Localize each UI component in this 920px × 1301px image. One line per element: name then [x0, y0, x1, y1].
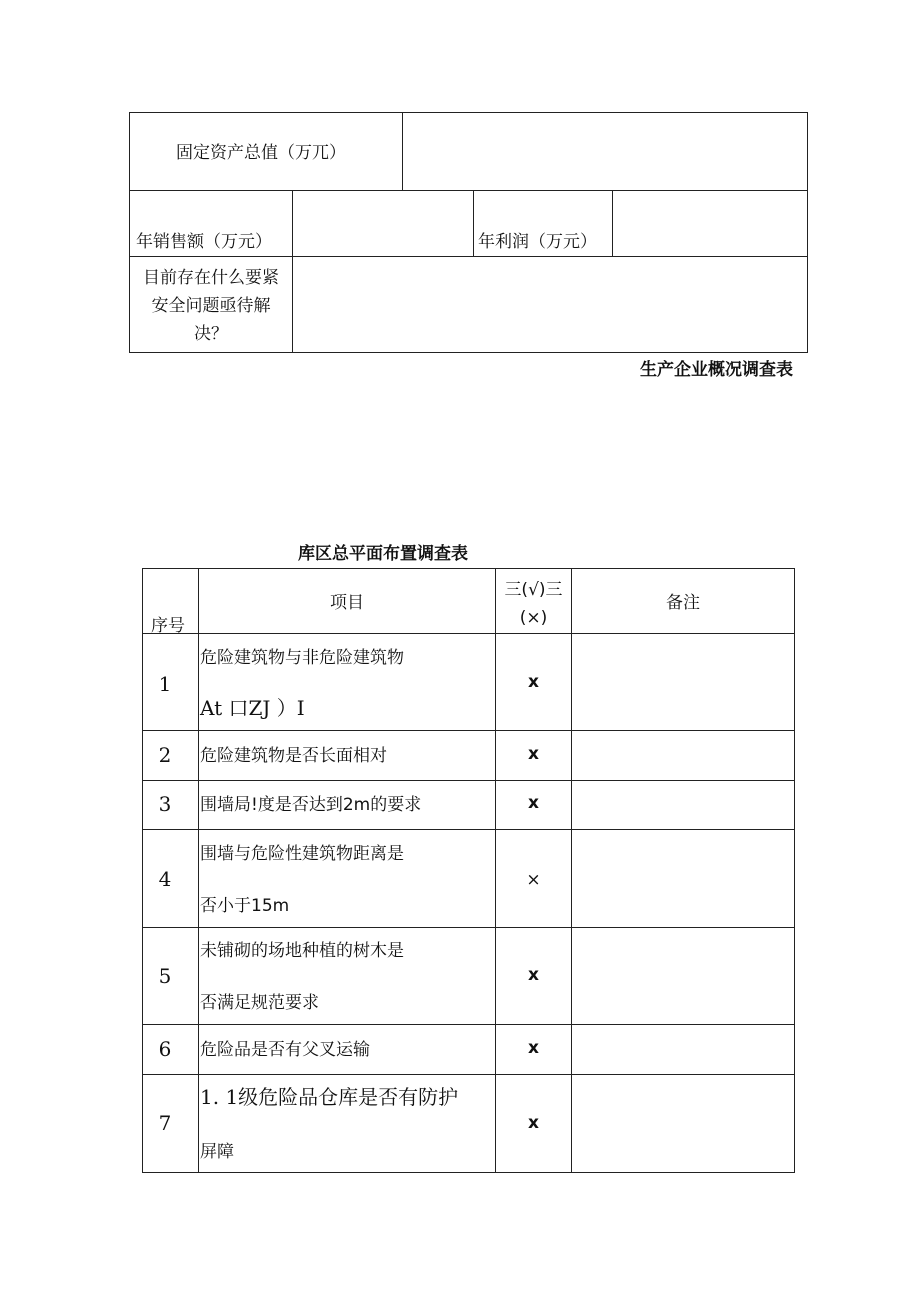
header-check-line1: 三(√)三	[504, 580, 563, 600]
row-5-item-line1: 未铺砌的场地种植的树木是	[200, 941, 404, 961]
row-1-item-line1: 危险建筑物与非危险建筑物	[200, 648, 404, 668]
row-3-no: 3	[158, 792, 172, 816]
header-no: 序号	[151, 616, 185, 636]
row-5-item-line2: 否满足规范要求	[200, 993, 319, 1013]
row-4-no: 4	[158, 867, 172, 891]
annual-profit-label: 年利润（万元）	[478, 232, 597, 252]
row-1-check: x	[528, 672, 539, 692]
survey-caption: 生产企业概况调查表	[640, 360, 793, 380]
header-check-line2: (×)	[519, 608, 548, 628]
row-2-item: 危险建筑物是否长面相对	[200, 746, 387, 766]
row-6-check: x	[528, 1038, 539, 1058]
row-7-check: x	[528, 1113, 539, 1133]
row-2-no: 2	[158, 743, 172, 767]
row-6-item: 危险品是否有父叉运输	[200, 1040, 370, 1060]
annual-sales-label: 年销售额（万元）	[136, 232, 272, 252]
row-4-item-line1: 围墙与危险性建筑物距离是	[200, 844, 404, 864]
header-remark: 备注	[666, 593, 700, 613]
row-4-check: ×	[526, 870, 541, 890]
row-1-item-line2: At 口ZJ ）I	[200, 696, 305, 720]
safety-issues-label-line1: 目前存在什么要紧	[143, 268, 279, 288]
row-4-item-line2: 否小于15m	[200, 896, 290, 916]
row-5-check: x	[528, 965, 539, 985]
row-6-no: 6	[158, 1037, 172, 1061]
fixed-assets-label: 固定资产总值（万兀）	[176, 143, 346, 163]
header-item: 项目	[330, 593, 364, 613]
row-5-no: 5	[158, 964, 172, 988]
row-7-item-line1: 1. 1级危险品仓库是否有防护	[200, 1085, 459, 1109]
safety-issues-label-line2: 安全问题亟待解	[151, 296, 271, 316]
row-3-item: 围墙局!度是否达到2m的要求	[200, 795, 422, 815]
row-2-check: x	[528, 744, 539, 764]
row-7-no: 7	[158, 1111, 172, 1135]
safety-issues-label-line3: 决？	[194, 324, 228, 344]
row-7-item-line2: 屏障	[200, 1142, 234, 1162]
row-3-check: x	[528, 793, 539, 813]
row-1-no: 1	[158, 672, 172, 696]
layout-table-title: 库区总平面布置调查表	[298, 544, 468, 564]
